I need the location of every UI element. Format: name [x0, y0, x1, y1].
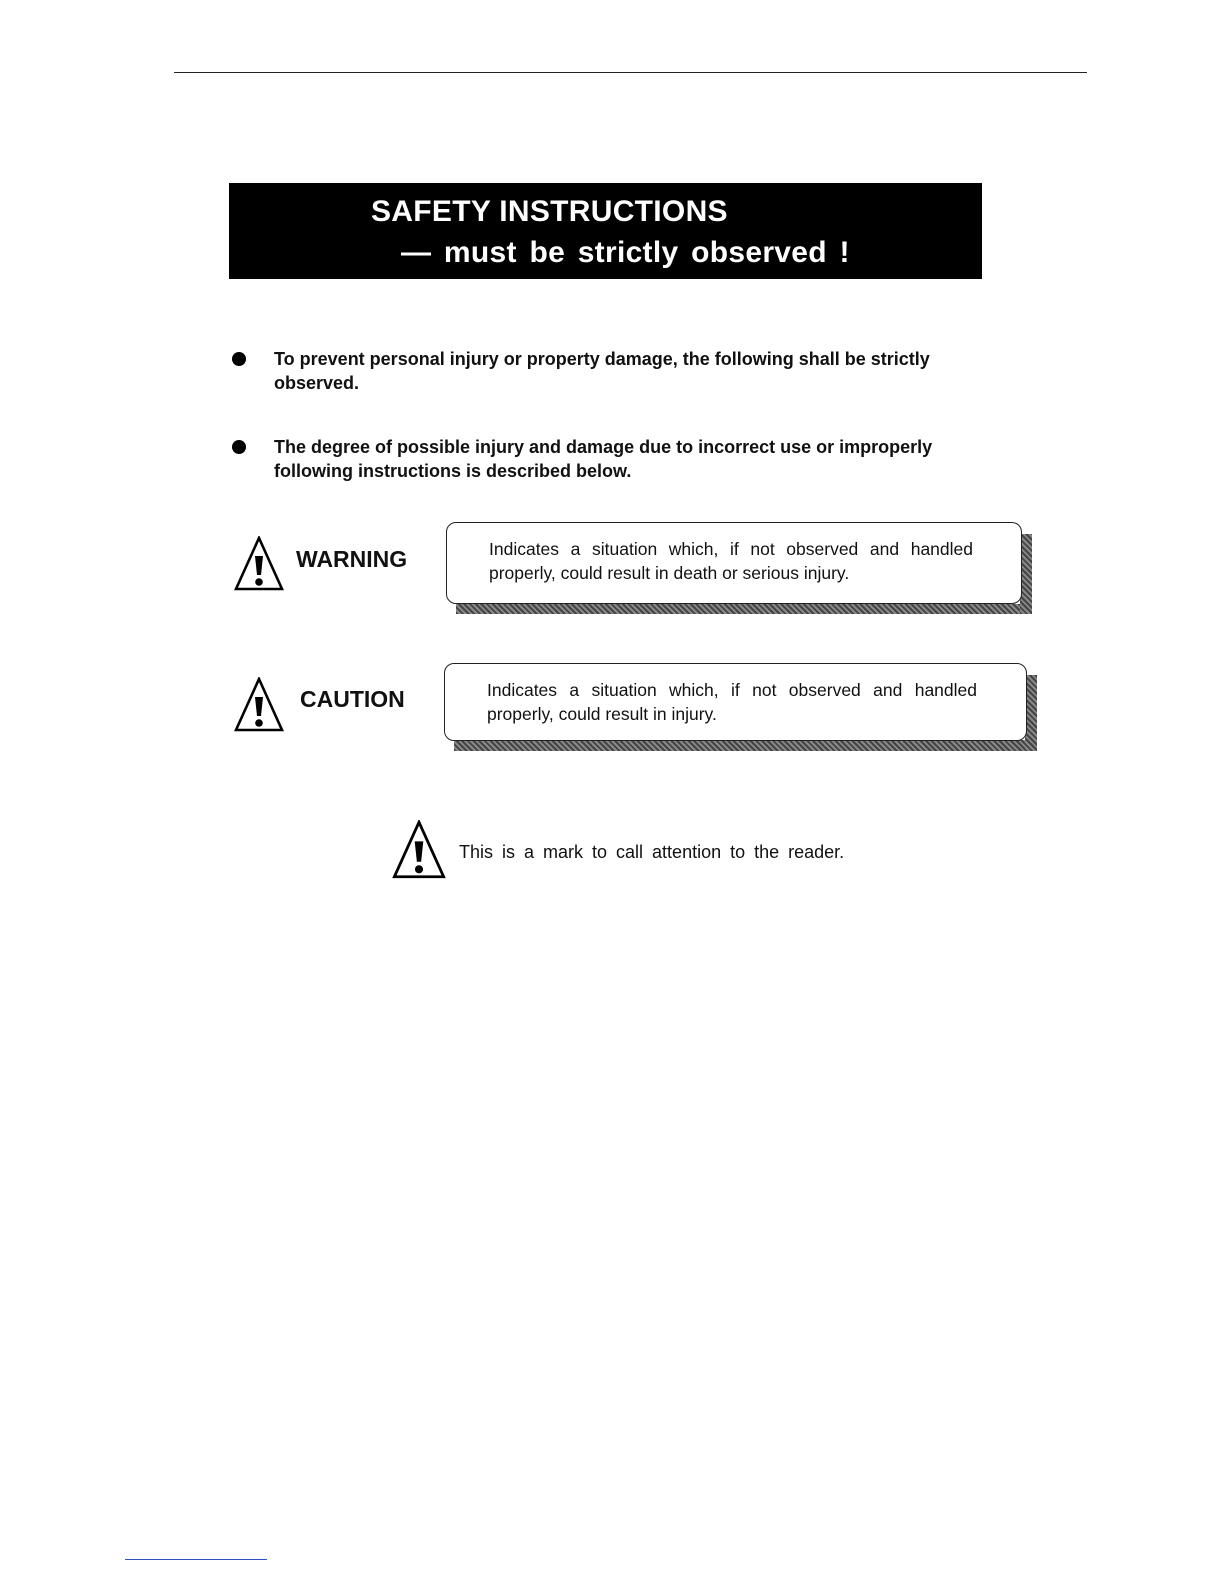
bullet-dot-icon — [232, 440, 246, 454]
caution-description: Indicates a situation which, if not observed and handled properly, could result in injury. — [487, 680, 977, 724]
description-frame — [446, 522, 1022, 604]
warning-description-box — [446, 522, 1032, 614]
box-shadow — [454, 740, 1037, 751]
footer-rule — [125, 1559, 267, 1560]
attention-mark-text: This is a mark to call attention to the reader. — [459, 842, 845, 862]
bullet-text: The degree of possible injury and damage due to incorrect use or improperly following instructions is described below. — [274, 437, 933, 481]
title-line-2: — must be strictly observed ! — [401, 236, 850, 269]
caution-label: CAUTION — [300, 686, 405, 712]
attention-triangle-icon — [390, 820, 448, 880]
box-shadow — [456, 604, 1032, 614]
caution-triangle-icon — [234, 677, 284, 733]
warning-description: Indicates a situation which, if not observed and handled properly, could result in death or serious injury. — [489, 539, 973, 583]
warning-label: WARNING — [296, 546, 408, 572]
bullet-dot-icon — [232, 352, 246, 366]
description-frame — [444, 663, 1027, 741]
title-line-1: SAFETY INSTRUCTIONS — [371, 195, 728, 228]
header-rule — [174, 72, 1087, 73]
warning-triangle-icon — [234, 536, 284, 592]
bullet-text: To prevent personal injury or property damage, the following shall be strictly observed. — [274, 349, 930, 393]
safety-title-banner — [229, 183, 982, 279]
caution-description-box — [444, 663, 1037, 751]
